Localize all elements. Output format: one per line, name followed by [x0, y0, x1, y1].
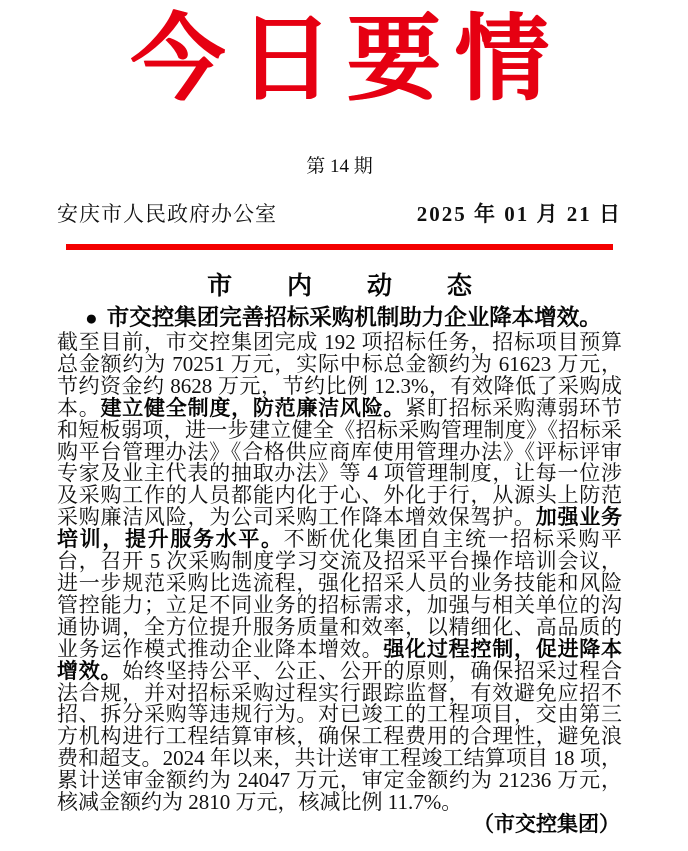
red-divider-rule [66, 244, 613, 250]
body-segment: 紧盯招标采购薄弱环节和短板弱项，进一步建立健全《招标采购管理制度》《招标采购平台管理办法》《合格供应商库使用管理办法》《评标评审专家及业主代表的抽取办法》等 4 项管理制度，让每一位涉及采购工作的人员都能内化于心、外化于行，从源头上防范采购廉洁风险，为公司采购工作降本增效保驾护。 [57, 395, 623, 530]
article-body-text [57, 332, 622, 814]
emphasis-segment: 建立健全制度，防范廉洁风险。 [100, 396, 406, 420]
body-segment: 截至目前，市交控集团完成 192 项招标任务，招标项目预算总金额约为 70251 万元，实际中标总金额约为 61623 万元，节约资金约 8628 万元，节约比例 12.3%，有效降低了采购成本。 [57, 330, 622, 420]
body-segment: 始终坚持公平、公正、公开的原则，确保招采过程合法合规，并对招标采购过程实行跟踪监督，有效避免应招不招、拆分采购等违规行为。对已竣工的工程项目，交由第三方机构进行工程结算审核，确保工程费用的合理性，避免浪费和超支。2024 年以来，共计送审工程竣工结算项目 18 项，累计送审金额约为 24047 万元，审定金额约为 21236 万元，核减金额约为 2810 万元，核减比例 11.7%。 [57, 658, 622, 815]
issue-number: 第 14 期 [306, 156, 373, 177]
issue-date: 2025 年 01 月 21 日 [416, 202, 622, 226]
section-heading: 市 内 动 态 [207, 272, 496, 300]
bullet-icon: ● [85, 307, 98, 330]
emphasis-segment: 加强业务培训，提升服务水平。 [57, 506, 622, 552]
article-headline-line [57, 305, 622, 331]
article-headline: 市交控集团完善招标采购机制助力企业降本增效。 [106, 305, 602, 330]
article-attribution: （市交控集团） [473, 812, 620, 836]
body-segment: 不断优化集团自主统一招标采购平台，召开 5 次采购制度学习交流及招采平台操作培训会议，进一步规范采购比选流程，强化招采人员的业务技能和风险管控能力；立足不同业务的招标需求，加强与相关单位的沟通协调，全方位提升服务质量和效率，以精细化、高品质的业务运作模式推动企业降本增效。 [57, 527, 623, 661]
meta-row [57, 202, 622, 226]
emphasis-segment: 强化过程控制，促进降本增效。 [57, 637, 623, 683]
bulletin-title: 今日要情 [130, 8, 563, 112]
issuing-office: 安庆市人民政府办公室 [57, 202, 277, 226]
